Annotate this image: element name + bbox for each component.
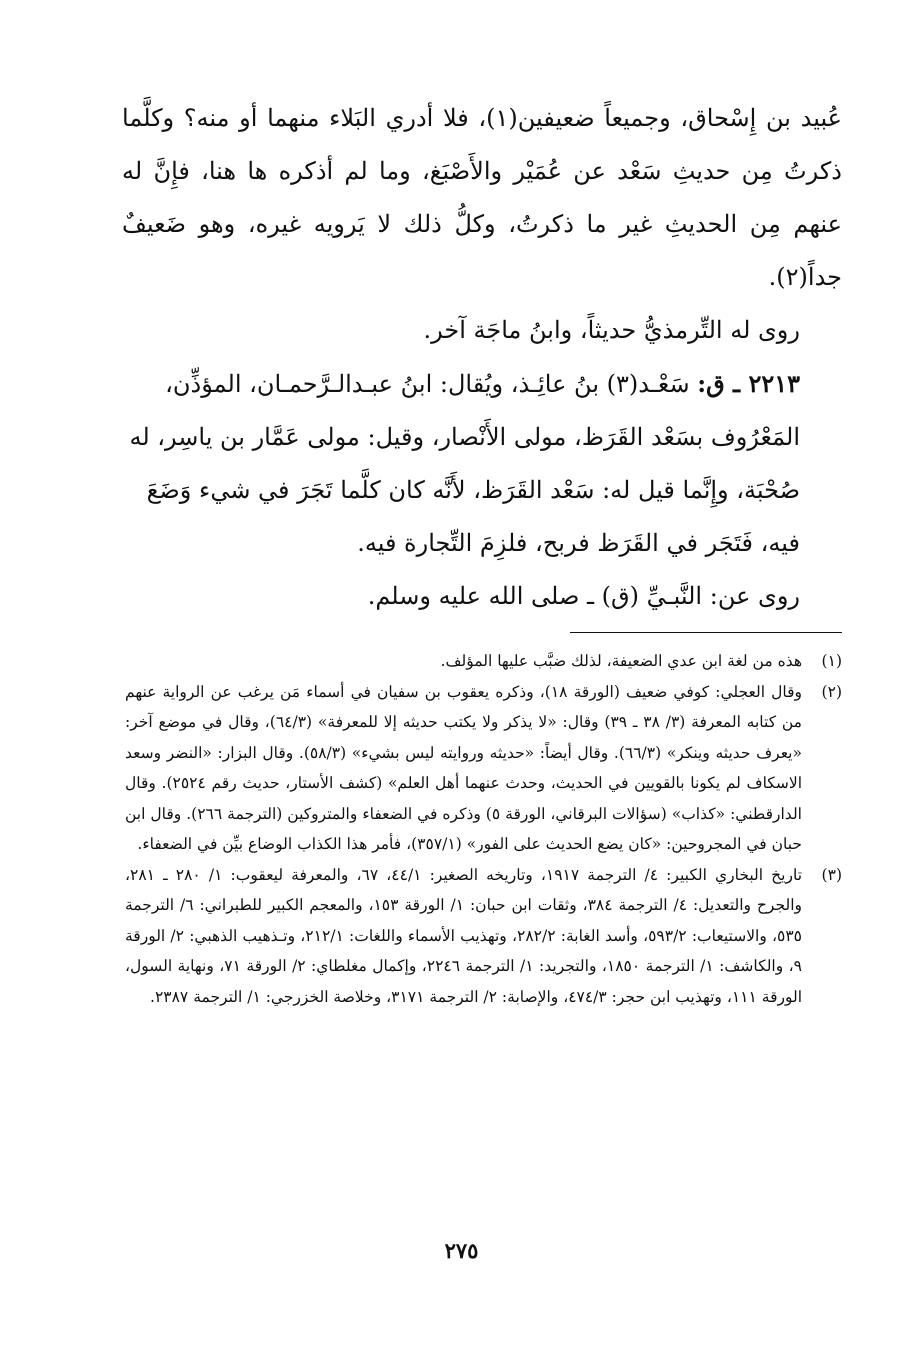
footnote-1 xyxy=(125,646,842,677)
footnote-2 xyxy=(125,677,842,860)
footnote-text: هذه من لغة ابن عدي الضعيفة، لذلك ضبَّب عليها المؤلف. xyxy=(440,652,802,670)
footnote-text: وقال العجلي: كوفي ضعيف (الورقة ١٨)، وذكره يعقوب بن سفيان في أسماء مَن يرغب عن الرواية عنهم من كتابه المعرفة (٣/ ٣٨ ـ ٣٩) وقال: «لا يذكر ولا يكتب حديثه إلا للمعرفة» (٦٤/٣)، وقال في موضع آخر: «يعرف حديثه وينكر» (٦٦/٣). وقال أيضاً: «حديثه وروايته ليس بشيء» (٥٨/٣). وقال البزار: «النضر وسعد الاسكاف لم يكونا بالقويين في الحديث، وحدث عنهما أهل العلم» (كشف الأستار، حديث رقم ٢٥٢٤). وقال الدارقطني: «كذاب» (سؤالات البرقاني، الورقة ٥) وذكره في الضعفاء والمتروكين (الترجمة ٢٦٦). وقال ابن حبان في المجروحين: «كان يضع الحديث على الفور» (٣٥٧/١)، فأمر هذا الكذاب الوضاع بيِّن في الضعفاء. xyxy=(125,682,803,853)
footnote-number: (١) xyxy=(821,652,842,670)
footnote-text: تاريخ البخاري الكبير: ٤/ الترجمة ١٩١٧، وتاريخه الصغير: ٤٤/١، ٦٧، والمعرفة ليعقوب: ١/ ٢٨٠ ـ ٢٨١، والجرح والتعديل: ٤/ الترجمة ٣٨٤، وثقات ابن حبان: ١/ الورقة ١٥٣، والمعجم الكبير للطبراني: ٦/ الترجمة ٥٣٥، والاستيعاب: ٥٩٣/٢، وأسد الغابة: ٢٨٢/٢، وتهذيب الأسماء واللغات: ٢١٢/١، وتـذهيب الذهبي: ٢/ الورقة ٩، والكاشف: ١/ الترجمة ١٨٥٠، والتجريد: ١/ الترجمة ٢٢٤٦، وإكمال مغلطاي: ٢/ الورقة ٧١، ونهاية السول، الورقة ١١١، وتهذيب ابن حجر: ٤٧٤/٣، والإصابة: ٢/ الترجمة ٣١٧١، وخلاصة الخزرجي: ١/ الترجمة ٢٣٨٧. xyxy=(125,865,803,1006)
footnote-3 xyxy=(125,860,842,1013)
footnotes xyxy=(125,646,842,1012)
entry-2213 xyxy=(122,357,842,570)
main-text xyxy=(122,92,842,623)
page-number: ٢٧٥ xyxy=(444,1238,479,1263)
footnote-number: (٢) xyxy=(821,682,842,701)
entry-text: سَعْـد(٣) بنُ عائِـذ، ويُقال: ابنُ عبـدالـرَّحمـان، المؤذِّن، المَعْرُوف بسَعْد القَرَظ، مولى الأَنْصار، وقيل: مولى عَمَّار بن ياسِر، له صُحْبَة، وإِنَّما قيل له: سَعْد القَرَظ، لأَنَّه كان كلَّما تَجَرَ في شيء وَضَعَ فيه، فَتَجَر في القَرَظ فربح، فلزِمَ التِّجارة فيه. xyxy=(129,370,800,557)
continuation-paragraph: عُبيد بن إِسْحاق، وجميعاً ضعيفين(١)، فلا أدري البَلاء منهما أو منه؟ وكلَّما ذكرتُ مِن حديثِ سَعْد عن عُمَيْر والأَصْبَغ، وما لم أذكره ها هنا، فإِنَّ له عنهم مِن الحديثِ غير ما ذكرتُ، وكلُّ ذلك لا يَرويه غيره، وهو ضَعيفٌ جداً(٢). xyxy=(122,104,843,291)
tirmidhi-line: روى له التِّرمذيُّ حديثاً، وابنُ ماجَة آخر. xyxy=(423,316,800,344)
footnote-separator xyxy=(570,632,842,633)
narrated-from-line: روى عن: النَّبـيِّ (ق) ـ صلى الله عليه وسلم. xyxy=(367,582,800,610)
entry-number: ٢٢١٣ ـ ق: xyxy=(697,369,800,398)
footnote-number: (٣) xyxy=(821,865,842,884)
